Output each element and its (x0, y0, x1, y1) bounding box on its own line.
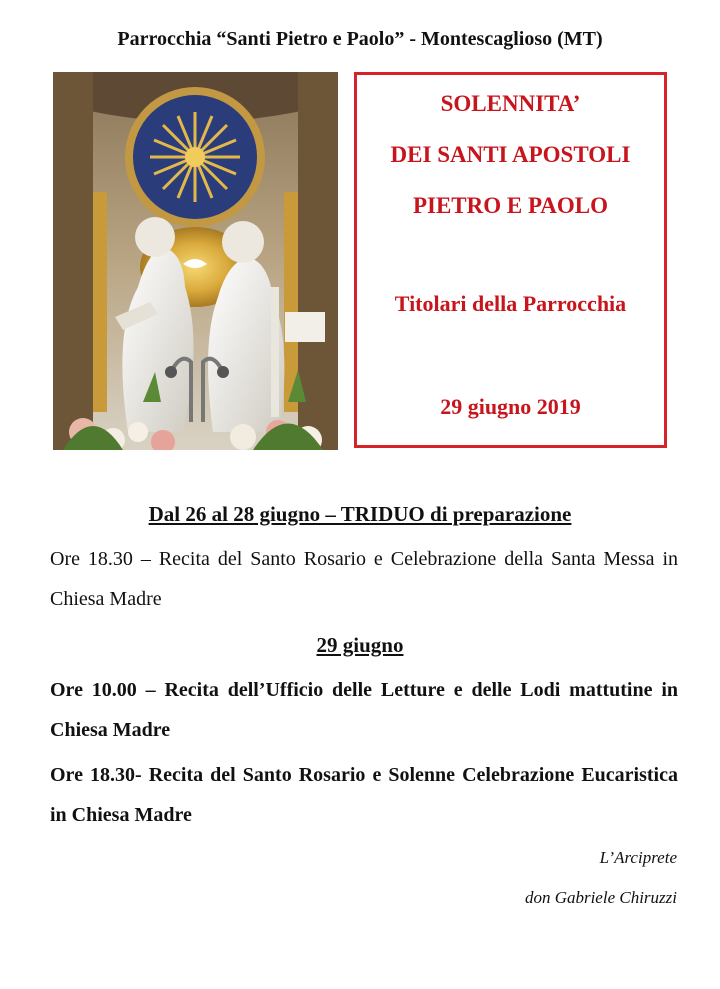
signature-role: L’Arciprete (599, 848, 677, 867)
signature-name: don Gabriele Chiruzzi (524, 888, 677, 907)
triduo-title: Dal 26 al 28 giugno – TRIDUO di preparazione (148, 502, 572, 526)
banner-date: 29 giugno 2019 (440, 394, 581, 419)
feast-title: 29 giugno (316, 633, 404, 657)
triduo-text: Ore 18.30 – Recita del Santo Rosario e Celebrazione della Santa Messa in Chiesa Madre (50, 548, 678, 610)
banner-subtitle: Titolari della Parrocchia (394, 291, 627, 316)
saints-statues-photo (53, 72, 338, 450)
feast-banner (354, 72, 667, 448)
banner-line-2: DEI SANTI APOSTOLI (390, 142, 631, 167)
banner-line-1: SOLENNITA’ (440, 91, 581, 116)
feast-item-morning: Ore 10.00 – Recita dell’Ufficio delle Letture e delle Lodi mattutine in Chiesa Madre (50, 679, 678, 741)
feast-item-evening: Ore 18.30- Recita del Santo Rosario e Solenne Celebrazione Eucaristica in Chiesa Madre (50, 764, 678, 826)
page-header: Parrocchia “Santi Pietro e Paolo” - Montescaglioso (MT) (117, 28, 603, 50)
banner-line-3: PIETRO E PAOLO (412, 193, 609, 218)
